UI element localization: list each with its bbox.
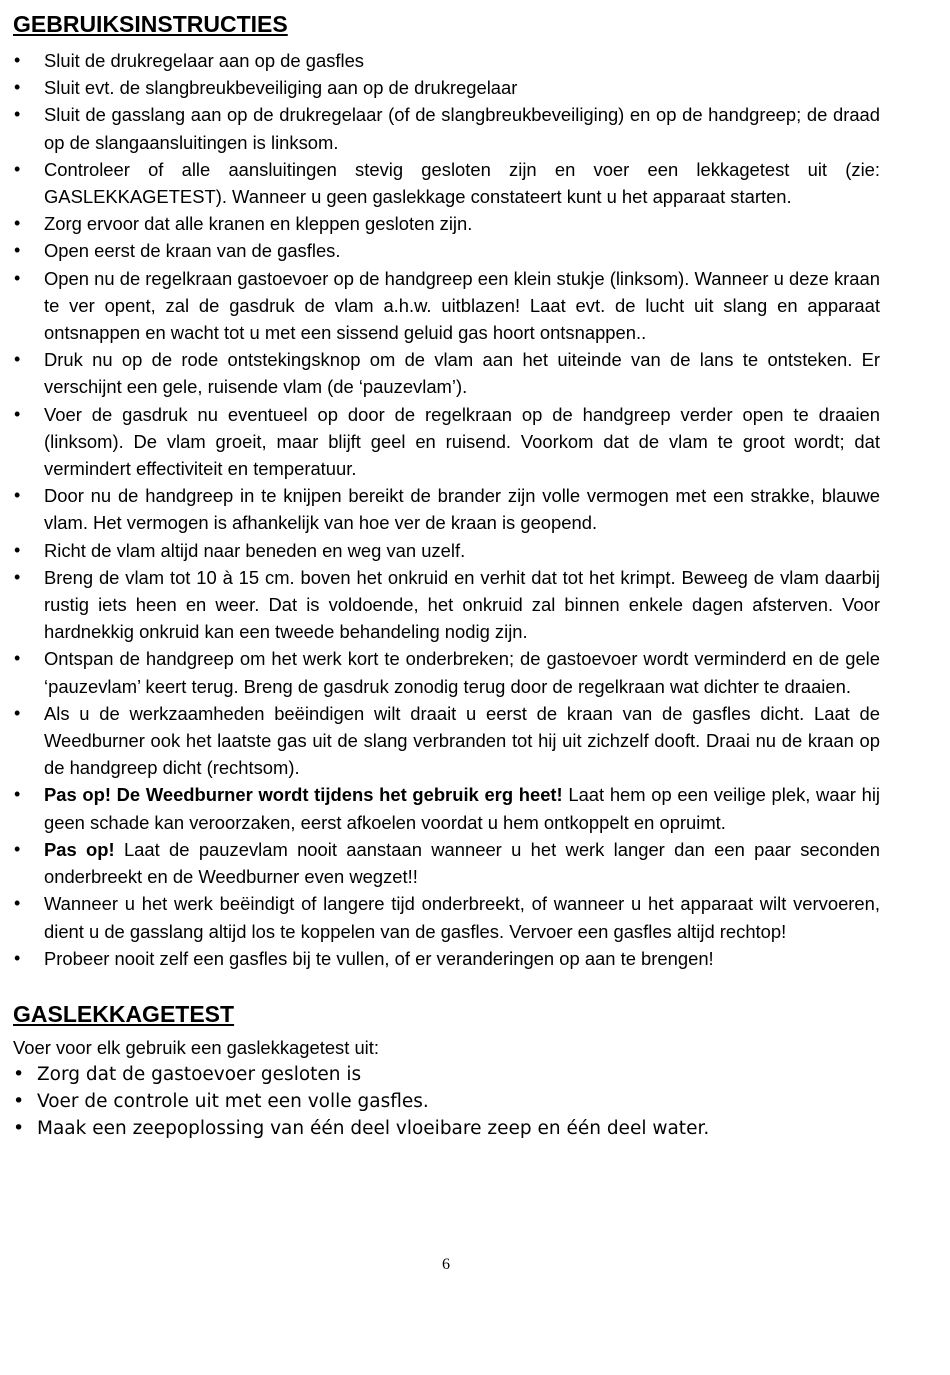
list-item-text: Voer de gasdruk nu eventueel op door de regelkraan op de handgreep verder open te draaien (linksom). De vlam groeit, maar blijft geel en ruisend. Voorkom dat de vlam te groot wordt; dat vermindert effectiviteit en temperatuur.: [44, 403, 880, 480]
list-item: [13, 74, 880, 101]
list-item-text: Controleer of alle aansluitingen stevig gesloten zijn en voer een lekkagetest uit (zie: GASLEKKAGETEST). Wanneer u geen gaslekkage constateert kunt u het apparaat starten.: [44, 158, 880, 208]
list-item: [13, 101, 880, 155]
list-item: [13, 1115, 880, 1142]
list-item-text: Laat hem op een veilige plek, waar hij geen schade kan veroorzaken, eerst afkoelen voordat u hem ontkoppelt en opruimt.: [44, 784, 880, 833]
list-item-text: Druk nu op de rode ontstekingsknop om de vlam aan het uiteinde van de lans te ontsteken. Er verschijnt een gele, ruisende vlam (de ‘pauzevlam’).: [44, 349, 880, 398]
list-item: [13, 1061, 880, 1088]
list-item: [13, 237, 880, 264]
list-item-text: Open nu de regelkraan gastoevoer op de handgreep een klein stukje (linksom). Wanneer u deze kraan te ver opent, zal de gasdruk de vlam a.h.w. uitblazen! Laat evt. de lucht uit slang en apparaat ontsnappen en wacht tot u met een sissend geluid gas hoort ontsnappen..: [44, 267, 880, 344]
section-heading-gaslekkagetest: GASLEKKAGETEST: [13, 1000, 235, 1027]
list-item-text: Laat de pauzevlam nooit aanstaan wanneer u het werk langer dan een paar seconden onderbreekt en de Weedburner even wegzet!!: [44, 838, 880, 888]
list-item: [13, 645, 880, 699]
section-heading-gebruiksinstructies: GEBRUIKSINSTRUCTIES: [13, 11, 288, 37]
list-item: [13, 401, 880, 483]
list-item: [13, 537, 880, 564]
list-item: [13, 700, 880, 782]
list-item-text: Wanneer u het werk beëindigt of langere tijd onderbreekt, of wanneer u het apparaat wilt vervoeren, dient u de gasslang altijd los te koppelen van de gasfles. Vervoer een gasfles altijd rechtop!: [44, 893, 880, 942]
list-item-text: Voer de controle uit met een volle gasfles.: [37, 1090, 429, 1112]
list-item-text: Als u de werkzaamheden beëindigen wilt draait u eerst de kraan van de gasfles dicht. Laat de Weedburner ook het laatste gas uit de slang verbranden tot hij uit zichzelf dooft. Draai nu de kraan op de handgreep dicht (rechtsom).: [44, 702, 880, 779]
list-item-text: Zorg dat de gastoevoer gesloten is: [37, 1063, 362, 1085]
document-page: [13, 10, 880, 1142]
list-item-text: Zorg ervoor dat alle kranen en kleppen gesloten zijn.: [44, 213, 473, 235]
instructions-list: [13, 47, 880, 972]
list-item: [13, 210, 880, 237]
list-item: [13, 47, 880, 74]
leak-test-intro: Voer voor elk gebruik een gaslekkagetest uit:: [13, 1036, 379, 1058]
list-item: [13, 945, 880, 972]
list-item: [13, 836, 880, 890]
list-item: [13, 781, 880, 835]
page-number: 6: [442, 1256, 450, 1273]
list-item-text: Sluit de drukregelaar aan op de gasfles: [44, 50, 365, 71]
list-item-text: Breng de vlam tot 10 à 15 cm. boven het onkruid en verhit dat tot het krimpt. Beweeg de vlam daarbij rustig iets heen en weer. Dat is voldoende, het onkruid zal binnen enkele dagen afsterven. Voor hardnekkig onkruid kan een tweede behandeling nodig zijn.: [44, 566, 880, 643]
warning-text: Pas op!: [44, 838, 115, 860]
list-item: [13, 265, 880, 347]
list-item: [13, 564, 880, 646]
list-item-text: Ontspan de handgreep om het werk kort te onderbreken; de gastoevoer wordt verminderd en de gele ‘pauzevlam’ keert terug. Breng de gasdruk zonodig terug door de regelkraan wat dichter te draaien.: [44, 648, 880, 697]
list-item: [13, 482, 880, 536]
list-item: [13, 1088, 880, 1115]
list-item-text: Probeer nooit zelf een gasfles bij te vullen, of er veranderingen op aan te brengen!: [44, 947, 714, 969]
list-item: [13, 890, 880, 944]
list-item-text: Open eerst de kraan van de gasfles.: [44, 240, 341, 262]
list-item: [13, 156, 880, 210]
list-item-text: Maak een zeepoplossing van één deel vloeibare zeep en één deel water.: [37, 1117, 710, 1139]
list-item-text: Sluit de gasslang aan op de drukregelaar (of de slangbreukbeveiliging) en op de handgreep; de draad op de slangaansluitingen is linksom.: [44, 104, 880, 153]
leak-test-list: [13, 1061, 880, 1142]
list-item-text: Sluit evt. de slangbreukbeveiliging aan op de drukregelaar: [44, 77, 518, 99]
warning-text: Pas op! De Weedburner wordt tijdens het gebruik erg heet!: [44, 784, 563, 806]
list-item: [13, 346, 880, 400]
list-item-text: Richt de vlam altijd naar beneden en weg van uzelf.: [44, 539, 466, 561]
list-item-text: Door nu de handgreep in te knijpen bereikt de brander zijn volle vermogen met een strakke, blauwe vlam. Het vermogen is afhankelijk van hoe ver de kraan is geopend.: [44, 485, 880, 534]
